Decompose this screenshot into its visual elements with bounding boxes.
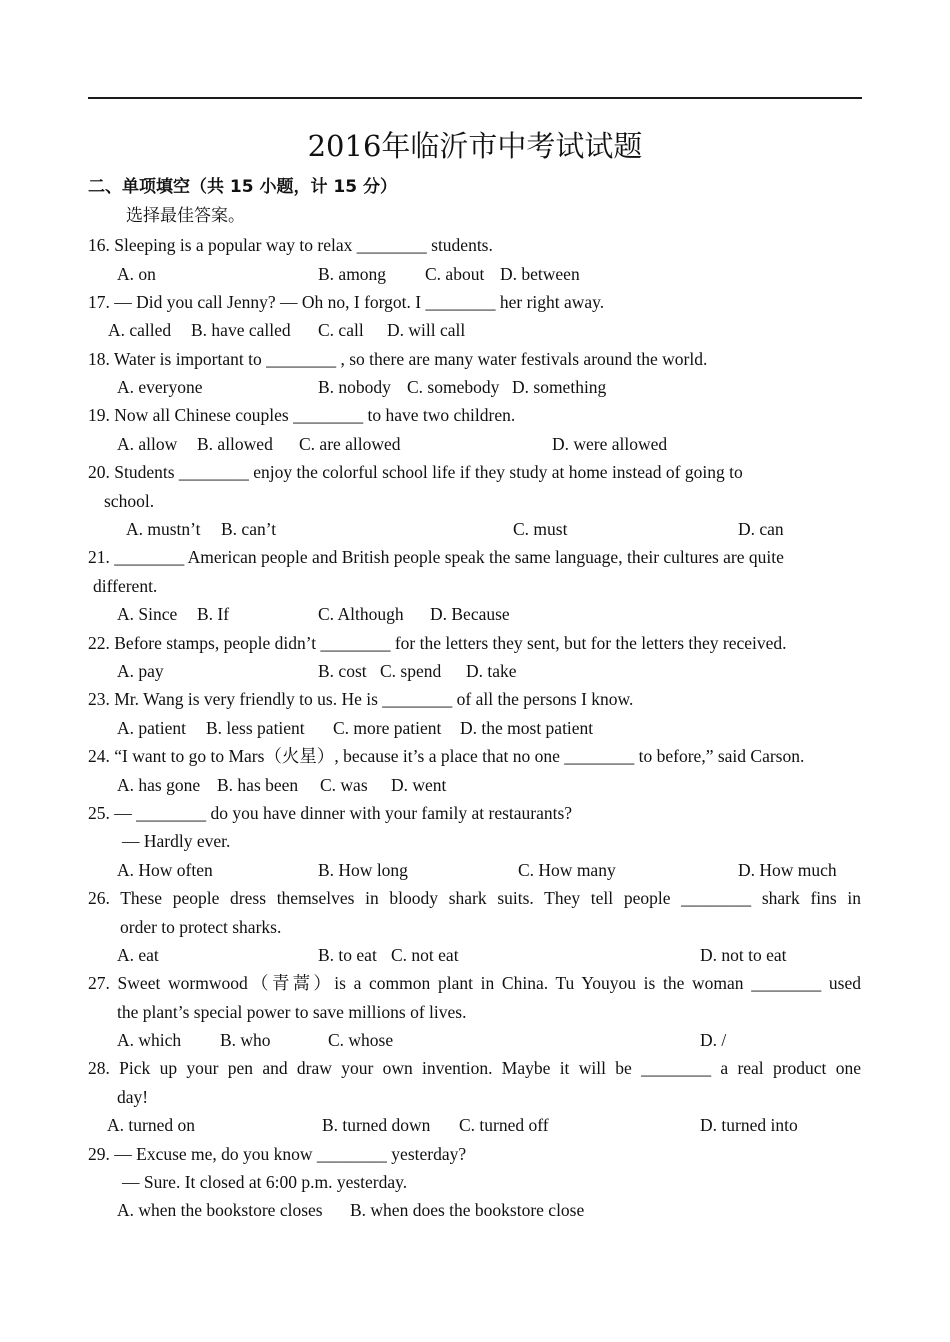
question-stem: 21. ________ American people and British people speak the same language, their cultures are quite [88,547,784,567]
option-d: D. How much [738,860,837,880]
option-a: A. mustn’t [126,519,201,539]
option-b: B. How long [318,860,408,880]
option-d: D. Because [430,604,510,624]
question-stem-continued: — Sure. It closed at 6:00 p.m. yesterday. [122,1172,408,1192]
question-stem: 22. Before stamps, people didn’t ________ for the letters they sent, but for the letters they received. [88,633,787,653]
option-c: C. somebody [407,377,500,397]
question-stem: 27. Sweet wormwood（青蒿）is a common plant in China. Tu Youyou is the woman ________ used [88,973,861,993]
question-stem: 18. Water is important to ________ , so there are many water festivals around the world. [88,349,708,369]
option-c: C. are allowed [299,434,401,454]
option-c: C. whose [328,1030,394,1050]
option-b: B. less patient [206,718,305,738]
option-d: D. will call [387,320,466,340]
option-a: A. everyone [117,377,203,397]
option-a: A. Since [117,604,178,624]
question-stem-continued: — Hardly ever. [122,831,231,851]
option-c: C. How many [518,860,616,880]
option-b: B. If [197,604,230,624]
option-c: C. about [425,264,485,284]
option-a: A. How often [117,860,213,880]
option-d: D. something [512,377,607,397]
option-b: B. when does the bookstore close [350,1200,585,1220]
option-d: D. between [500,264,580,284]
question-stem-continued: order to protect sharks. [120,917,282,937]
option-a: A. allow [117,434,178,454]
section-heading: 二、单项填空（共 15 小题，计 15 分） [88,177,397,197]
question-stem: 25. — ________ do you have dinner with your family at restaurants? [88,803,573,823]
question-stem-continued: school. [104,491,155,511]
question-stem: 19. Now all Chinese couples ________ to have two children. [88,405,516,425]
question-stem: 26. These people dress themselves in bloody shark suits. They tell people ________ shark fins in [88,888,861,908]
page-title: 2016年临沂市中考试试题 [307,129,643,163]
option-b: B. who [220,1030,271,1050]
option-c: C. not eat [391,945,459,965]
option-b: B. turned down [322,1115,431,1135]
option-a: A. which [117,1030,182,1050]
option-a: A. pay [117,661,164,681]
question-stem-continued: the plant’s special power to save millions of lives. [117,1002,467,1022]
question-stem-continued: different. [93,576,158,596]
option-a: A. called [108,320,172,340]
question-stem: 28. Pick up your pen and draw your own invention. Maybe it will be ________ a real product one [88,1058,861,1078]
option-a: A. eat [117,945,159,965]
option-b: B. has been [217,775,299,795]
option-b: B. to eat [318,945,377,965]
question-stem: 16. Sleeping is a popular way to relax ________ students. [88,235,493,255]
question-stem-continued: day! [117,1087,149,1107]
option-d: D. can [738,519,784,539]
question-stem: 24. “I want to go to Mars（火星）, because it’s a place that no one ________ to before,” said Carson. [88,746,805,766]
option-d: D. take [466,661,517,681]
option-c: C. must [513,519,568,539]
option-d: D. turned into [700,1115,798,1135]
option-d: D. were allowed [552,434,668,454]
option-a: A. turned on [107,1115,195,1135]
option-c: C. turned off [459,1115,549,1135]
option-c: C. spend [380,661,442,681]
question-stem: 20. Students ________ enjoy the colorful school life if they study at home instead of going to [88,462,743,482]
option-a: A. patient [117,718,187,738]
option-b: B. cost [318,661,367,681]
option-c: C. was [320,775,368,795]
option-b: B. allowed [197,434,273,454]
question-stem: 29. — Excuse me, do you know ________ yesterday? [88,1144,467,1164]
header-rule [88,97,862,99]
option-b: B. nobody [318,377,391,397]
option-d: D. not to eat [700,945,787,965]
option-a: A. has gone [117,775,201,795]
option-b: B. among [318,264,387,284]
question-stem: 23. Mr. Wang is very friendly to us. He is ________ of all the persons I know. [88,689,634,709]
option-c: C. call [318,320,364,340]
option-a: A. on [117,264,156,284]
option-d: D. / [700,1030,727,1050]
option-d: D. went [391,775,447,795]
option-b: B. have called [191,320,291,340]
option-b: B. can’t [221,519,277,539]
option-c: C. Although [318,604,404,624]
question-stem: 17. — Did you call Jenny? — Oh no, I forgot. I ________ her right away. [88,292,605,312]
section-instruction: 选择最佳答案。 [126,206,245,226]
option-c: C. more patient [333,718,442,738]
option-a: A. when the bookstore closes [117,1200,323,1220]
option-d: D. the most patient [460,718,594,738]
